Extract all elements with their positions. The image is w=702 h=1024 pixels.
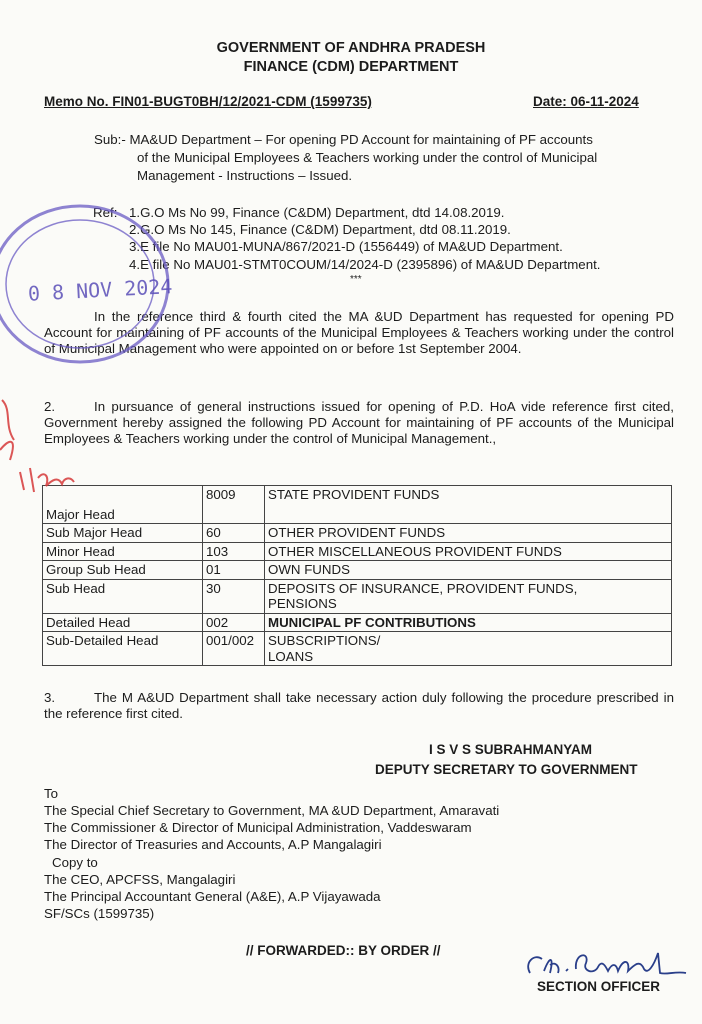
memo-number: Memo No. FIN01-BUGT0BH/12/2021-CDM (1599735) <box>44 94 372 109</box>
received-stamp <box>0 192 180 372</box>
reference-2: 2.G.O Ms No 145, Finance (C&DM) Department, dtd 08.11.2019. <box>129 222 511 237</box>
table-row <box>43 524 672 543</box>
head-description-line-1: SUBSCRIPTIONS/ <box>268 633 381 648</box>
subject-line-3: Management - Instructions – Issued. <box>137 168 353 183</box>
addressee-1: The Special Chief Secretary to Government, MA &UD Department, Amaravati <box>44 803 500 818</box>
head-name: Detailed Head <box>43 613 203 632</box>
head-name: Major Head <box>43 486 203 524</box>
copy-to-label: Copy to <box>52 855 98 870</box>
head-name: Minor Head <box>43 542 203 561</box>
department-title: FINANCE (CDM) DEPARTMENT <box>243 59 459 75</box>
table-row <box>43 632 672 666</box>
forwarded-by-order: // FORWARDED:: BY ORDER // <box>246 943 441 958</box>
head-description <box>265 579 672 613</box>
head-name: Group Sub Head <box>43 561 203 580</box>
copy-recipient-1: The CEO, APCFSS, Mangalagiri <box>44 872 236 887</box>
references-label: Ref: <box>93 205 118 220</box>
copy-recipient-2: The Principal Accountant General (A&E), A.P Vijayawada <box>44 889 381 904</box>
paragraph-3-number: 3. <box>44 690 56 705</box>
table-row <box>43 579 672 613</box>
addressee-3: The Director of Treasuries and Accounts, A.P Mangalagiri <box>44 837 382 852</box>
copy-recipient-3: SF/SCs (1599735) <box>44 906 155 921</box>
signatory-name: I S V S SUBRAHMANYAM <box>429 742 593 757</box>
table-row <box>43 542 672 561</box>
head-description: MUNICIPAL PF CONTRIBUTIONS <box>265 613 672 632</box>
paragraph-1: In the reference third & fourth cited the MA &UD Department has requested for opening PD Account for maintaining of PF accounts of the Municipal Employees & Teachers working under the control of Municipal Management who were appointed on or before 1st September 2004. <box>44 309 674 357</box>
subject-line-1: Sub:- MA&UD Department – For opening PD Account for maintaining of PF accounts <box>94 132 593 147</box>
table-row <box>43 486 672 524</box>
section-officer-title: SECTION OFFICER <box>537 979 661 994</box>
to-label: To <box>44 786 59 801</box>
red-pen-annotation <box>0 380 80 510</box>
head-description-line-2: LOANS <box>268 648 314 664</box>
account-heads-table <box>42 485 672 666</box>
memo-date: Date: 06-11-2024 <box>533 94 639 109</box>
head-description: OTHER PROVIDENT FUNDS <box>265 524 672 543</box>
head-code: 001/002 <box>203 632 265 666</box>
government-title: GOVERNMENT OF ANDHRA PRADESH <box>216 40 486 56</box>
head-description: OTHER MISCELLANEOUS PROVIDENT FUNDS <box>265 542 672 561</box>
paragraph-3: The M A&UD Department shall take necessary action duly following the procedure prescribed in the reference first cited. <box>44 690 674 722</box>
reference-separator: *** <box>350 274 362 285</box>
head-description: STATE PROVIDENT FUNDS <box>265 486 672 524</box>
paragraph-2: In pursuance of general instructions issued for opening of P.D. HoA vide reference first cited, Government hereby assigned the following PD Account for maintaining of PF accounts of the Municipal Employees & Teachers working under the control of Municipal Management., <box>44 399 674 447</box>
reference-4: 4.E file No MAU01-STMT0COUM/14/2024-D (2395896) of MA&UD Department. <box>129 257 601 272</box>
head-code: 01 <box>203 561 265 580</box>
head-description: OWN FUNDS <box>265 561 672 580</box>
reference-1: 1.G.O Ms No 99, Finance (C&DM) Department, dtd 14.08.2019. <box>129 205 505 220</box>
signatory-title: DEPUTY SECRETARY TO GOVERNMENT <box>375 762 638 777</box>
head-code: 8009 <box>203 486 265 524</box>
officer-signature <box>520 945 690 985</box>
table-row <box>43 561 672 580</box>
table-row <box>43 613 672 632</box>
head-code: 103 <box>203 542 265 561</box>
head-name: Sub Major Head <box>43 524 203 543</box>
head-code: 30 <box>203 579 265 613</box>
stamp-date: 0 8 NOV 2024 <box>27 274 173 306</box>
addressee-2: The Commissioner & Director of Municipal Administration, Vaddeswaram <box>44 820 472 835</box>
paragraph-2-number: 2. <box>44 399 56 414</box>
head-description <box>265 632 672 666</box>
reference-3: 3.E file No MAU01-MUNA/867/2021-D (1556449) of MA&UD Department. <box>129 239 563 254</box>
head-name: Sub-Detailed Head <box>43 632 203 666</box>
head-description-line-2: PENSIONS <box>268 596 337 611</box>
head-name: Sub Head <box>43 579 203 613</box>
head-code: 60 <box>203 524 265 543</box>
subject-line-2: of the Municipal Employees & Teachers working under the control of Municipal <box>137 150 598 165</box>
head-description-line-1: DEPOSITS OF INSURANCE, PROVIDENT FUNDS, <box>268 580 578 596</box>
head-code: 002 <box>203 613 265 632</box>
